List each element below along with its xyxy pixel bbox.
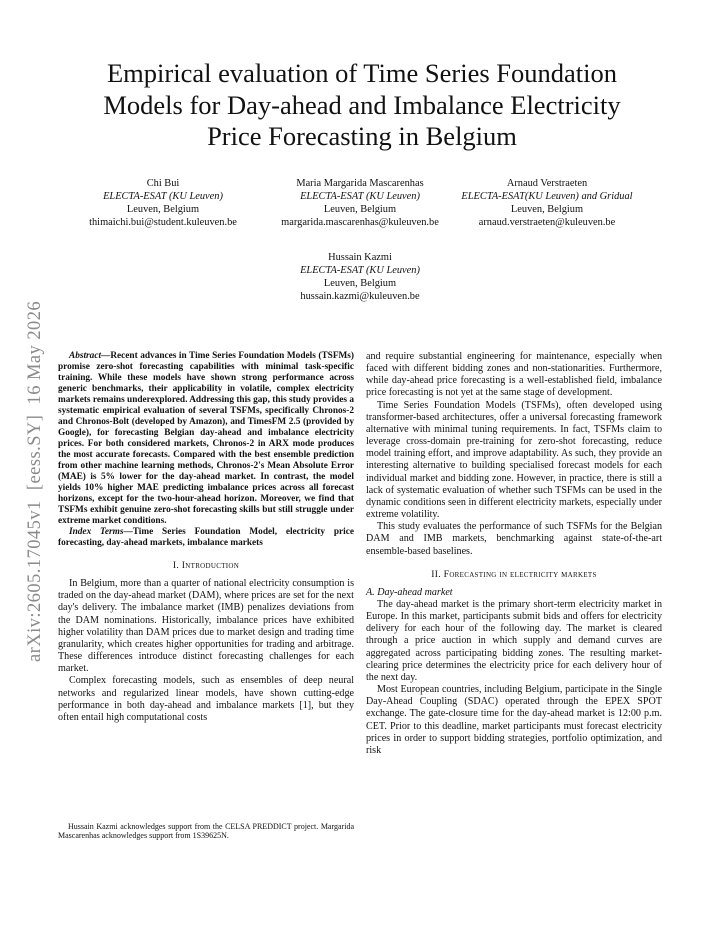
author-affiliation: ELECTA-ESAT (KU Leuven) <box>300 191 420 202</box>
author-block <box>245 251 475 303</box>
author-name: Chi Bui <box>146 178 180 189</box>
index-terms-text: Time Series Foundation Model, electricity price forecasting, day-ahead markets, imbalance markets <box>58 527 354 548</box>
paragraph: Complex forecasting models, such as ensembles of deep neural networks and regularized linear models, have shown cutting-edge performance in both day-ahead and imbalance markets [1], but they often entail high computational costs <box>58 675 354 723</box>
author-email: margarida.mascarenhas@kuleuven.be <box>281 217 439 228</box>
title-line: Models for Day-ahead and Imbalance Electricity <box>103 89 621 120</box>
author-email: arnaud.verstraeten@kuleuven.be <box>478 217 616 228</box>
title-line: Price Forecasting in Belgium <box>207 121 517 151</box>
author-block <box>432 177 662 229</box>
footnote-text: Hussain Kazmi acknowledges support from the CELSA PREDDICT project. Margarida Mascarenhas acknowledges support from 1S39625N. <box>58 822 354 841</box>
right-column <box>366 351 662 757</box>
author-affiliation: ELECTA-ESAT (KU Leuven) <box>103 191 223 202</box>
paragraph: and require substantial engineering for maintenance, especially when faced with different bidding zones and non-stationarities. Furthermore, while day-ahead price forecasting is a well-established field, imbalance price forecasting is not yet at the same stage of development. <box>366 351 662 399</box>
index-terms-label: Index Terms— <box>69 527 133 537</box>
footnote <box>58 822 354 841</box>
author-email: thimaichi.bui@student.kuleuven.be <box>89 217 237 228</box>
author-block <box>48 177 278 229</box>
arxiv-stamp <box>4 238 52 662</box>
title-line: Empirical evaluation of Time Series Foundation <box>106 58 618 88</box>
paragraph: This study evaluates the performance of such TSFMs for the Belgian DAM and IMB markets, benchmarking against state-of-the-art ensemble-based baselines. <box>366 521 662 557</box>
author-name: Arnaud Verstraeten <box>506 178 588 189</box>
abstract-text: Recent advances in Time Series Foundation Models (TSFMs) promise zero-shot forecasting capabilities with minimal task-specific training. While these models have shown strong performance across generic benchmarks, their applicability in volatile, complex electricity markets remains underexplored. Addressing this gap, this study provides a systematic empirical evaluation of several TSFMs, specifically Chronos-2 and Chronos-Bolt (developed by Amazon), and TimesFM 2.5 (provided by Google), for forecasting Belgian day-ahead and imbalance electricity prices. For both considered markets, Chronos-2 in ARX mode produces the most accurate forecasts. Compared with the best ensemble prediction from other machine learning methods, Chronos-2's Mean Absolute Error (MAE) is 5% lower for the day-ahead market. In contrast, the model yields 10% higher MAE predicting imbalance prices across all forecast horizons, except for the two-hour-ahead horizon. Moreover, we find that TSFMs exhibit genuine zero-shot forecasting skills but still struggle under extreme market conditions. <box>58 351 354 526</box>
author-email: hussain.kazmi@kuleuven.be <box>300 291 420 302</box>
paragraph: Most European countries, including Belgium, participate in the Single Day-Ahead Coupling (SDAC) operated through the EPEX SPOT exchange. The gate-closure time for the day-ahead market is 12:00 p.m. CET. Prior to this deadline, market participants must forecast electricity prices in order to support bidding strategies, portfolio optimization, and risk <box>366 684 662 756</box>
index-terms <box>58 527 354 549</box>
subsection-heading: A. Day-ahead market <box>366 586 453 598</box>
paragraph: Time Series Foundation Models (TSFMs), often developed using transformer-based architectures, offer a universal forecasting framework alternative with minimal tuning requirements. In fact, TSFMs claim to leverage cross-domain pre-training for zero-shot forecasting, reduce model training effort, and improve adaptability. As such, they provide an interesting alternative to building specialised forecast models for each individual market and bidding zone. However, in practice, there is still a lack of systematic evaluation of whether such TSFMs can be used in the dynamic conditions seen in different electricity markets, especially under extreme volatility. <box>366 399 662 521</box>
section-heading: II. Forecasting in electricity markets <box>431 568 597 580</box>
author-location: Leuven, Belgium <box>323 204 397 215</box>
author-name: Hussain Kazmi <box>328 252 392 263</box>
abstract <box>58 351 354 527</box>
section-heading: I. Introduction <box>172 560 240 571</box>
abstract-label: Abstract— <box>69 351 111 361</box>
paper-title <box>62 58 662 153</box>
author-affiliation: ELECTA-ESAT (KU Leuven) <box>300 265 420 276</box>
author-affiliation: ELECTA-ESAT(KU Leuven) and Gridual <box>461 191 633 202</box>
arxiv-stamp-text: arXiv:2605.17045v1 [eess.SY] 16 May 2026 <box>25 300 45 662</box>
author-location: Leuven, Belgium <box>510 204 584 215</box>
author-location: Leuven, Belgium <box>126 204 200 215</box>
paragraph: The day-ahead market is the primary short-term electricity market in Europe. In this market, participants submit bids and offers for electricity delivery for each hour of the following day. The market is cleared through a price auction in which supply and demand curves are aggregated across participating bidding zones. The resulting market-clearing price determines the electricity price for each delivery hour of the next day. <box>366 598 662 683</box>
left-column <box>58 351 354 724</box>
author-name: Maria Margarida Mascarenhas <box>296 178 424 189</box>
author-location: Leuven, Belgium <box>323 278 397 289</box>
paragraph: In Belgium, more than a quarter of national electricity consumption is traded on the day-ahead market (DAM), where prices are set for the next day's delivery. The imbalance market (IMB) penalizes deviations from the DAM nominations. Historically, imbalance prices have exhibited higher volatility than DAM prices due to market design and trading time granularity, which creates higher opportunities for trading and arbitrage. These differences introduce distinct forecasting challenges for each market. <box>58 578 354 675</box>
